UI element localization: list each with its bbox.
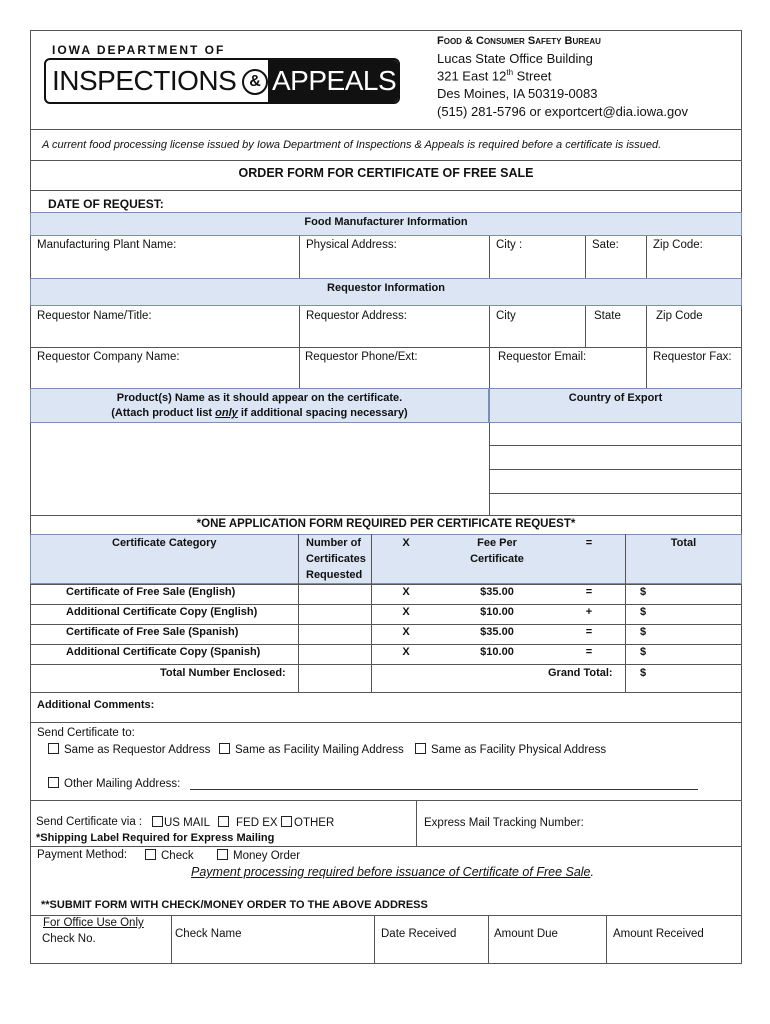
col-x: X — [402, 537, 410, 549]
agency-logo — [44, 58, 400, 104]
payment-check-option[interactable] — [145, 849, 194, 862]
row-fee: $35.00 — [480, 626, 514, 638]
send-via-us-mail[interactable] — [152, 816, 210, 829]
products-note-emphasis: only — [215, 407, 238, 419]
requestor-email-field[interactable]: Requestor Email: — [498, 351, 587, 363]
row-x: X — [402, 646, 410, 658]
tracking-number-field[interactable]: Express Mail Tracking Number: — [424, 817, 584, 829]
row-fee: $10.00 — [480, 606, 514, 618]
col-total: Total — [670, 537, 697, 549]
payment-money-order-label: Money Order — [233, 850, 301, 862]
requestor-name-field[interactable]: Requestor Name/Title: — [37, 310, 152, 322]
bureau-city: Des Moines, IA 50319-0083 — [437, 86, 598, 101]
country-entry-2[interactable] — [490, 446, 741, 468]
form-title: ORDER FORM FOR CERTIFICATE OF FREE SALE — [238, 166, 534, 180]
shipping-label-note: *Shipping Label Required for Express Mailing — [36, 832, 275, 844]
products-note-post: if additional spacing necessary) — [237, 407, 408, 419]
send-to-label: Send Certificate to: — [37, 727, 135, 739]
payment-notice-text: Payment processing required before issuance of Certificate of Free Sale — [191, 865, 591, 879]
row-op: = — [585, 646, 593, 658]
row-category: Additional Certificate Copy (Spanish) — [66, 646, 261, 658]
logo-ampersand-badge — [242, 69, 268, 95]
us-mail-label: US MAIL — [164, 817, 211, 829]
row-number-input[interactable] — [299, 585, 371, 604]
manufacturer-header-label: Food Manufacturer Information — [304, 216, 468, 228]
products-note-pre: (Attach product list — [111, 407, 216, 419]
products-header-line1: Product(s) Name as it should appear on the certificate. — [116, 392, 403, 404]
products-header — [30, 388, 489, 423]
logo-top-text: IOWA DEPARTMENT OF — [52, 43, 226, 57]
row-op: = — [585, 626, 593, 638]
requestor-header-label: Requestor Information — [327, 282, 445, 294]
send-to-facility-physical-label: Same as Facility Physical Address — [431, 744, 607, 756]
row-number-input[interactable] — [299, 645, 371, 664]
street-number: 321 East 12 — [437, 68, 507, 84]
send-to-requestor-label: Same as Requestor Address — [64, 744, 211, 756]
products-entry-area[interactable] — [31, 424, 488, 514]
row-total[interactable]: $ — [640, 646, 647, 658]
office-use-label: For Office Use Only — [43, 917, 144, 929]
grand-total-value[interactable]: $ — [640, 667, 647, 679]
mfr-city-field[interactable]: City : — [496, 239, 523, 251]
date-of-request-label[interactable]: DATE OF REQUEST: — [48, 197, 164, 211]
col-eq: = — [585, 537, 593, 549]
requestor-header — [30, 278, 742, 306]
row-fee: $10.00 — [480, 646, 514, 658]
mfr-zip-field[interactable]: Zip Code: — [653, 239, 703, 251]
requestor-state-field[interactable]: State — [594, 310, 621, 322]
send-via-other[interactable] — [281, 816, 334, 829]
country-header — [489, 388, 742, 423]
send-to-facility-mailing-option[interactable] — [219, 743, 404, 756]
grand-total-label: Grand Total: — [548, 667, 613, 679]
certificate-requirement: *ONE APPLICATION FORM REQUIRED PER CERTIFICATE REQUEST* — [196, 518, 576, 530]
send-to-facility-mailing-label: Same as Facility Mailing Address — [235, 744, 404, 756]
row-total[interactable]: $ — [640, 626, 647, 638]
country-header-label: Country of Export — [568, 392, 663, 404]
send-to-facility-physical-option[interactable] — [415, 743, 606, 756]
country-entry-1[interactable] — [490, 424, 741, 444]
row-op: + — [585, 606, 593, 618]
office-amount-due: Amount Due — [494, 928, 558, 940]
office-check-number: Check No. — [42, 933, 96, 945]
send-to-other-option[interactable] — [48, 777, 180, 790]
fed-ex-label: FED EX — [236, 817, 278, 829]
row-total[interactable]: $ — [640, 606, 647, 618]
additional-comments[interactable]: Additional Comments: — [37, 699, 155, 711]
requestor-zip-field[interactable]: Zip Code — [656, 310, 703, 322]
col-number-2: Certificates — [306, 553, 366, 565]
mfr-state-field[interactable]: Sate: — [592, 239, 619, 251]
send-via-label: Send Certificate via : — [36, 816, 143, 828]
total-enclosed-input[interactable] — [299, 665, 371, 691]
bureau-name: Food & Consumer Safety Bureau — [437, 35, 601, 47]
manufacturer-header — [30, 212, 742, 236]
bureau-phone-email: (515) 281-5796 or exportcert@dia.iowa.gov — [437, 104, 688, 119]
checkbox[interactable] — [219, 743, 230, 754]
row-category: Certificate of Free Sale (English) — [66, 586, 236, 598]
office-date-received: Date Received — [381, 928, 457, 940]
checkbox[interactable] — [217, 849, 228, 860]
row-op: = — [585, 586, 593, 598]
payment-notice — [191, 865, 594, 879]
requestor-fax-field[interactable]: Requestor Fax: — [653, 351, 732, 363]
checkbox[interactable] — [415, 743, 426, 754]
payment-check-label: Check — [161, 850, 194, 862]
row-category: Additional Certificate Copy (English) — [66, 606, 258, 618]
country-entry-3[interactable] — [490, 470, 741, 492]
bureau-building: Lucas State Office Building — [437, 51, 593, 66]
send-to-other-label: Other Mailing Address: — [64, 778, 181, 790]
row-x: X — [402, 606, 410, 618]
checkbox[interactable] — [218, 816, 229, 827]
requestor-city-field[interactable]: City — [496, 310, 516, 322]
payment-method-label: Payment Method: — [37, 849, 128, 861]
payment-money-order-option[interactable] — [217, 849, 300, 862]
row-x: X — [402, 626, 410, 638]
row-x: X — [402, 586, 410, 598]
payment-notice-end: . — [590, 865, 594, 879]
street-rest: Street — [513, 68, 552, 84]
send-to-requestor-option[interactable] — [48, 743, 210, 756]
bureau-street — [437, 68, 551, 83]
checkbox[interactable] — [281, 816, 292, 827]
logo-word-left: INSPECTIONS — [52, 65, 237, 96]
col-number-1: Number of — [306, 537, 361, 549]
other-address-line[interactable] — [190, 789, 698, 790]
physical-address-field[interactable]: Physical Address: — [306, 239, 397, 251]
office-amount-received: Amount Received — [613, 928, 704, 940]
send-via-other-label: OTHER — [294, 817, 335, 829]
plant-name-field[interactable]: Manufacturing Plant Name: — [37, 239, 177, 251]
send-via-fed-ex[interactable] — [218, 816, 278, 829]
col-fee-1: Fee Per — [477, 537, 517, 549]
checkbox[interactable] — [48, 777, 59, 788]
logo-ampersand: & — [249, 73, 261, 90]
row-category: Certificate of Free Sale (Spanish) — [66, 626, 239, 638]
col-fee-2: Certificate — [470, 553, 524, 565]
submit-instruction: **SUBMIT FORM WITH CHECK/MONEY ORDER TO THE ABOVE ADDRESS — [41, 899, 428, 911]
row-number-input[interactable] — [299, 605, 371, 624]
license-notice: A current food processing license issued by Iowa Department of Inspections & Appeals is required before a certificate is issued. — [42, 139, 662, 151]
logo-word-right: APPEALS — [272, 65, 397, 96]
col-number-3: Requested — [306, 569, 363, 581]
checkbox[interactable] — [152, 816, 163, 827]
col-category: Certificate Category — [112, 537, 217, 549]
row-fee: $35.00 — [480, 586, 514, 598]
checkbox[interactable] — [48, 743, 59, 754]
row-number-input[interactable] — [299, 625, 371, 644]
total-enclosed-label: Total Number Enclosed: — [160, 667, 286, 679]
requestor-company-field[interactable]: Requestor Company Name: — [37, 351, 180, 363]
street-suffix: th — [506, 68, 514, 77]
products-header-line2 — [31, 407, 488, 419]
checkbox[interactable] — [145, 849, 156, 860]
requestor-phone-field[interactable]: Requestor Phone/Ext: — [305, 351, 418, 363]
office-check-name: Check Name — [175, 928, 242, 940]
row-total[interactable]: $ — [640, 586, 647, 598]
requestor-address-field[interactable]: Requestor Address: — [306, 310, 408, 322]
